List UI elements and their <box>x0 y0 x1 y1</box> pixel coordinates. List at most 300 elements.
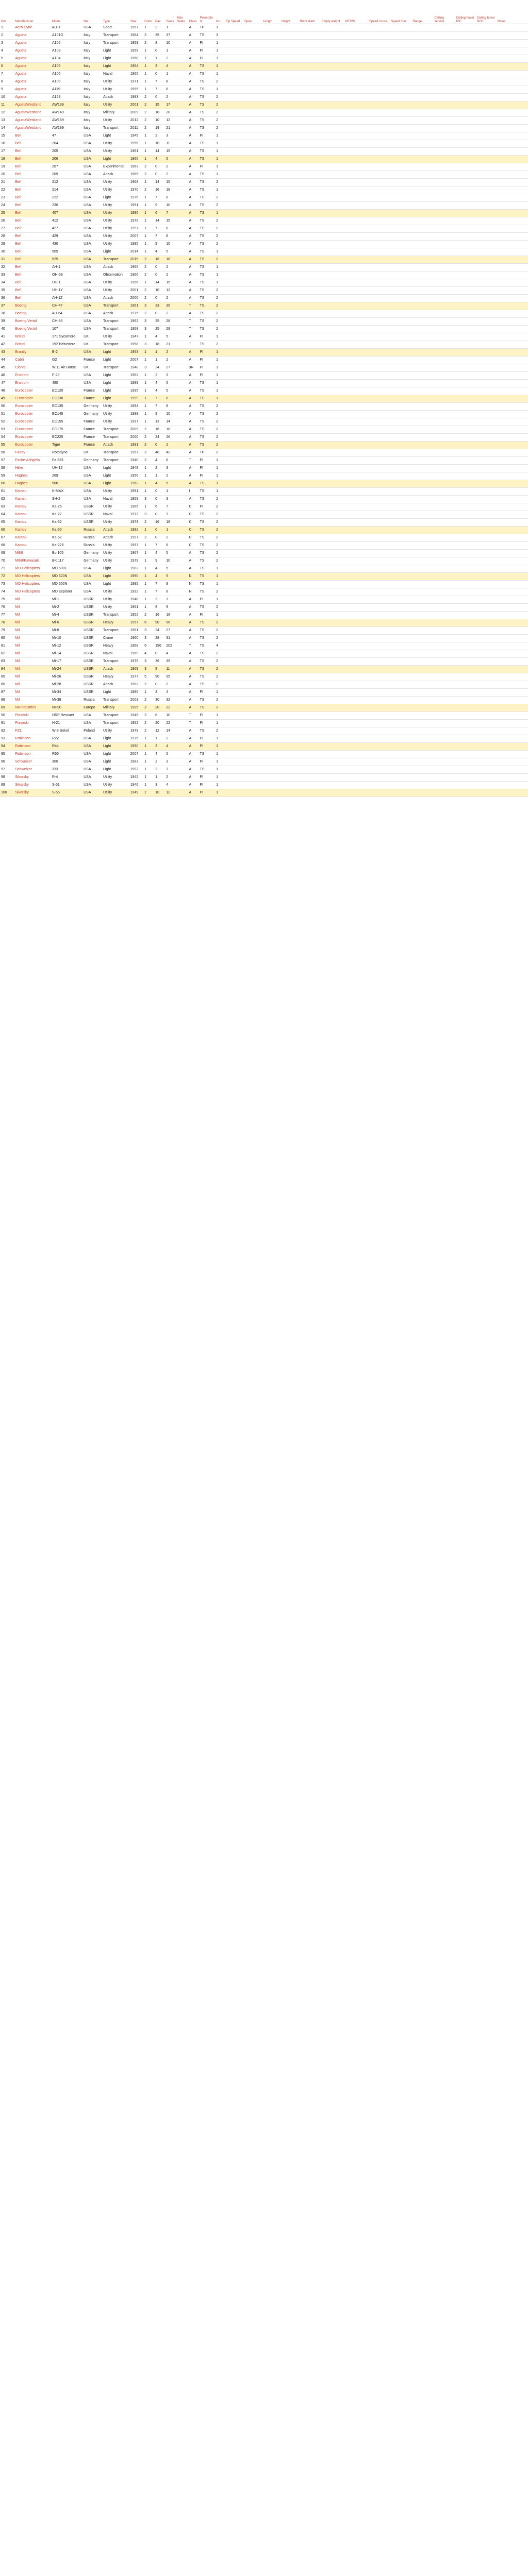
column-header[interactable]: No. <box>215 0 225 24</box>
table-cell <box>262 627 280 635</box>
table-cell <box>368 248 390 256</box>
table-cell: 83 <box>0 658 14 666</box>
table-cell: 79 <box>0 627 14 635</box>
table-cell: Kamov <box>14 519 51 527</box>
table-cell <box>225 55 243 63</box>
table-cell <box>455 63 476 71</box>
table-cell: 42 <box>0 341 14 349</box>
table-cell <box>299 434 320 442</box>
table-row[interactable] <box>0 604 528 612</box>
table-cell: A <box>188 163 199 171</box>
table-cell: A <box>188 403 199 411</box>
table-cell <box>497 449 528 457</box>
table-row[interactable] <box>0 156 528 163</box>
table-cell <box>434 697 455 704</box>
column-header[interactable]: Ceiling service <box>434 0 455 24</box>
table-cell <box>411 727 433 735</box>
table-cell: 2 <box>215 101 225 109</box>
column-header[interactable]: Model <box>51 0 82 24</box>
table-cell: 1 <box>215 140 225 148</box>
table-row[interactable] <box>0 449 528 457</box>
table-cell: 2 <box>143 681 154 689</box>
table-cell: 60 <box>0 480 14 488</box>
table-row[interactable] <box>0 658 528 666</box>
table-cell: UH-1Y <box>51 287 82 295</box>
table-row[interactable] <box>0 666 528 673</box>
table-cell <box>390 774 411 782</box>
table-cell <box>344 140 368 148</box>
table-row[interactable] <box>0 148 528 156</box>
table-cell <box>280 534 299 542</box>
table-cell: T <box>188 326 199 333</box>
table-row[interactable] <box>0 47 528 55</box>
table-cell <box>411 148 433 156</box>
table-cell: 207 <box>51 163 82 171</box>
column-header[interactable]: Pos <box>0 0 14 24</box>
table-cell <box>411 248 433 256</box>
table-cell: 2 <box>215 449 225 457</box>
table-row[interactable] <box>0 619 528 627</box>
column-header[interactable]: Speed max <box>390 0 411 24</box>
table-cell <box>243 704 262 712</box>
table-cell <box>344 333 368 341</box>
table-cell <box>344 689 368 697</box>
column-header[interactable]: Empty weight <box>320 0 344 24</box>
table-row[interactable] <box>0 349 528 357</box>
table-row[interactable] <box>0 766 528 774</box>
table-cell <box>262 233 280 241</box>
table-cell <box>411 202 433 210</box>
table-row[interactable] <box>0 55 528 63</box>
table-row[interactable] <box>0 318 528 326</box>
table-cell: USA <box>82 233 102 241</box>
table-cell: 14 <box>154 148 165 156</box>
table-row[interactable] <box>0 642 528 650</box>
table-cell: Agusta <box>14 71 51 78</box>
table-cell <box>497 627 528 635</box>
table-row[interactable] <box>0 542 528 550</box>
table-cell: 65 <box>0 519 14 527</box>
table-row[interactable] <box>0 256 528 264</box>
table-row[interactable] <box>0 94 528 101</box>
table-row[interactable] <box>0 403 528 411</box>
table-cell <box>299 751 320 758</box>
table-row[interactable] <box>0 411 528 418</box>
table-cell <box>344 673 368 681</box>
table-cell <box>262 24 280 32</box>
table-cell: USA <box>82 565 102 573</box>
table-cell: Boeing Vertol <box>14 326 51 333</box>
table-row[interactable] <box>0 581 528 588</box>
table-cell: PI <box>199 782 216 789</box>
table-cell <box>176 735 188 743</box>
table-cell <box>476 179 497 187</box>
table-cell <box>243 766 262 774</box>
table-row[interactable] <box>0 264 528 272</box>
table-cell: 1952 <box>129 612 143 619</box>
table-row[interactable] <box>0 171 528 179</box>
column-header[interactable]: Type <box>102 0 129 24</box>
table-cell <box>455 47 476 55</box>
table-cell: 2 <box>215 310 225 318</box>
table-cell <box>368 735 390 743</box>
table-row[interactable] <box>0 380 528 387</box>
table-row[interactable] <box>0 295 528 302</box>
table-row[interactable] <box>0 86 528 94</box>
table-row[interactable] <box>0 225 528 233</box>
table-row[interactable] <box>0 71 528 78</box>
table-cell <box>344 47 368 55</box>
table-row[interactable] <box>0 758 528 766</box>
table-cell: A <box>188 357 199 364</box>
table-cell <box>455 40 476 47</box>
table-row[interactable] <box>0 588 528 596</box>
table-cell <box>476 287 497 295</box>
table-row[interactable] <box>0 782 528 789</box>
table-row[interactable] <box>0 465 528 472</box>
table-row[interactable] <box>0 32 528 40</box>
table-row[interactable] <box>0 217 528 225</box>
table-row[interactable] <box>0 357 528 364</box>
column-header[interactable]: Class <box>188 0 199 24</box>
table-row[interactable] <box>0 140 528 148</box>
table-cell <box>455 32 476 40</box>
table-cell: Utility <box>102 140 129 148</box>
table-row[interactable] <box>0 511 528 519</box>
table-row[interactable] <box>0 287 528 295</box>
table-cell <box>390 666 411 673</box>
table-cell <box>497 32 528 40</box>
table-cell <box>176 720 188 727</box>
table-row[interactable] <box>0 179 528 187</box>
table-cell: 22 <box>165 704 176 712</box>
table-cell: USSR <box>82 666 102 673</box>
table-cell: 8 <box>154 712 165 720</box>
table-row[interactable] <box>0 202 528 210</box>
table-row[interactable] <box>0 565 528 573</box>
table-row[interactable] <box>0 302 528 310</box>
table-row[interactable] <box>0 272 528 279</box>
column-header[interactable]: Pax <box>154 0 165 24</box>
table-cell: 2 <box>215 418 225 426</box>
table-row[interactable] <box>0 704 528 712</box>
table-row[interactable] <box>0 596 528 604</box>
table-cell: 1991 <box>129 202 143 210</box>
table-cell <box>176 581 188 588</box>
table-cell: PI <box>199 47 216 55</box>
table-cell <box>390 341 411 349</box>
table-cell: Heavy <box>102 673 129 681</box>
table-row[interactable] <box>0 233 528 241</box>
table-cell: C <box>188 527 199 534</box>
table-cell <box>320 171 344 179</box>
table-cell <box>225 272 243 279</box>
table-cell <box>225 47 243 55</box>
column-header[interactable]: Rotor diam <box>299 0 320 24</box>
table-row[interactable] <box>0 117 528 125</box>
table-cell <box>225 650 243 658</box>
table-cell <box>243 511 262 519</box>
table-cell <box>434 480 455 488</box>
table-cell: 51 <box>0 411 14 418</box>
table-cell: Transport <box>102 697 129 704</box>
table-cell: 2 <box>215 241 225 248</box>
table-cell: A <box>188 233 199 241</box>
table-cell: A <box>188 704 199 712</box>
table-cell <box>476 248 497 256</box>
table-cell <box>434 24 455 32</box>
table-cell <box>411 310 433 318</box>
table-cell <box>280 573 299 581</box>
table-row[interactable] <box>0 573 528 581</box>
table-cell: 1 <box>215 766 225 774</box>
table-row[interactable] <box>0 434 528 442</box>
table-row[interactable] <box>0 727 528 735</box>
table-cell: TP <box>199 449 216 457</box>
table-cell: PI <box>199 40 216 47</box>
table-cell: 1946 <box>129 782 143 789</box>
table-cell: Italy <box>82 101 102 109</box>
table-cell <box>262 619 280 627</box>
column-header[interactable]: Ceiling hover OGE <box>476 0 497 24</box>
table-cell: 2 <box>215 295 225 302</box>
table-cell <box>299 627 320 635</box>
column-header[interactable]: Span <box>243 0 262 24</box>
table-row[interactable] <box>0 426 528 434</box>
table-cell <box>344 550 368 557</box>
table-row[interactable] <box>0 503 528 511</box>
table-row[interactable] <box>0 78 528 86</box>
table-row[interactable] <box>0 132 528 140</box>
table-cell: Bell <box>14 264 51 272</box>
table-row[interactable] <box>0 789 528 797</box>
table-row[interactable] <box>0 109 528 117</box>
table-cell: AgustaWestland <box>14 125 51 132</box>
table-row[interactable] <box>0 310 528 318</box>
table-row[interactable] <box>0 627 528 635</box>
table-cell <box>497 233 528 241</box>
table-row[interactable] <box>0 40 528 47</box>
table-row[interactable] <box>0 187 528 194</box>
table-cell <box>476 411 497 418</box>
table-cell <box>176 488 188 496</box>
column-header[interactable]: Length <box>262 0 280 24</box>
table-cell <box>299 426 320 434</box>
table-cell <box>225 789 243 797</box>
table-row[interactable] <box>0 333 528 341</box>
column-header[interactable]: Nat <box>82 0 102 24</box>
table-cell <box>390 704 411 712</box>
table-cell <box>176 117 188 125</box>
table-cell <box>299 673 320 681</box>
table-cell: A <box>188 272 199 279</box>
table-row[interactable] <box>0 635 528 642</box>
table-cell <box>262 86 280 94</box>
table-cell: 7 <box>154 542 165 550</box>
table-cell: 1 <box>215 782 225 789</box>
table-cell: 1 <box>215 279 225 287</box>
table-cell <box>299 588 320 596</box>
table-cell: Bell <box>14 163 51 171</box>
table-cell <box>368 179 390 187</box>
table-row[interactable] <box>0 774 528 782</box>
table-row[interactable] <box>0 372 528 380</box>
table-cell <box>368 233 390 241</box>
table-row[interactable] <box>0 341 528 349</box>
table-cell: 40 <box>154 449 165 457</box>
table-cell <box>299 187 320 194</box>
table-row[interactable] <box>0 480 528 488</box>
table-row[interactable] <box>0 496 528 503</box>
table-cell <box>176 148 188 156</box>
column-header[interactable]: Notes <box>497 0 528 24</box>
table-row[interactable] <box>0 387 528 395</box>
table-cell <box>497 673 528 681</box>
table-cell <box>497 163 528 171</box>
column-header[interactable]: Crew <box>143 0 154 24</box>
table-row[interactable] <box>0 472 528 480</box>
column-header[interactable]: Speed cruise <box>368 0 390 24</box>
table-cell: 47 <box>0 380 14 387</box>
column-header[interactable]: Powerplant <box>199 0 216 24</box>
table-cell <box>368 635 390 642</box>
table-row[interactable] <box>0 681 528 689</box>
table-cell <box>455 264 476 272</box>
table-cell: 54 <box>0 434 14 442</box>
table-row[interactable] <box>0 697 528 704</box>
column-header[interactable]: Year <box>129 0 143 24</box>
table-cell <box>368 349 390 357</box>
table-row[interactable] <box>0 248 528 256</box>
table-cell <box>476 727 497 735</box>
table-cell <box>368 125 390 132</box>
table-cell <box>243 658 262 666</box>
table-row[interactable] <box>0 395 528 403</box>
table-row[interactable] <box>0 194 528 202</box>
table-cell: Mil <box>14 666 51 673</box>
table-cell: 480 <box>51 380 82 387</box>
column-header[interactable]: MTOW <box>344 0 368 24</box>
table-cell <box>455 387 476 395</box>
table-row[interactable] <box>0 457 528 465</box>
table-row[interactable] <box>0 101 528 109</box>
table-cell: 2 <box>154 596 165 604</box>
table-cell: Sikorsky <box>14 782 51 789</box>
column-header[interactable]: Seats <box>165 0 176 24</box>
table-row[interactable] <box>0 612 528 619</box>
table-cell: 23 <box>0 194 14 202</box>
table-row[interactable] <box>0 712 528 720</box>
table-cell: 1 <box>143 194 154 202</box>
table-cell: Bo 105 <box>51 550 82 557</box>
table-cell <box>225 766 243 774</box>
table-row[interactable] <box>0 751 528 758</box>
table-cell: 37 <box>165 32 176 40</box>
table-cell: A <box>188 202 199 210</box>
table-cell: USSR <box>82 635 102 642</box>
column-header[interactable]: Manufacturer <box>14 0 51 24</box>
table-cell <box>320 449 344 457</box>
table-row[interactable] <box>0 210 528 217</box>
table-cell <box>176 187 188 194</box>
table-cell: T <box>188 720 199 727</box>
column-header[interactable]: Range <box>411 0 433 24</box>
table-cell <box>368 395 390 403</box>
table-row[interactable] <box>0 527 528 534</box>
table-cell: Attack <box>102 94 129 101</box>
table-cell <box>262 681 280 689</box>
table-row[interactable] <box>0 418 528 426</box>
table-cell <box>320 225 344 233</box>
column-header[interactable]: Height <box>280 0 299 24</box>
table-row[interactable] <box>0 534 528 542</box>
table-cell <box>455 758 476 766</box>
table-cell: 171 Sycamore <box>51 333 82 341</box>
table-cell <box>390 101 411 109</box>
table-cell <box>320 248 344 256</box>
column-header[interactable]: Max Seats <box>176 0 188 24</box>
table-cell <box>497 156 528 163</box>
table-row[interactable] <box>0 125 528 132</box>
table-cell: 2 <box>143 40 154 47</box>
table-row[interactable] <box>0 241 528 248</box>
table-cell: 2 <box>143 310 154 318</box>
table-cell: 18 <box>165 612 176 619</box>
table-row[interactable] <box>0 673 528 681</box>
table-cell <box>411 395 433 403</box>
table-row[interactable] <box>0 163 528 171</box>
table-cell <box>243 233 262 241</box>
table-cell: 95 <box>165 673 176 681</box>
table-row[interactable] <box>0 720 528 727</box>
table-row[interactable] <box>0 326 528 333</box>
table-row[interactable] <box>0 488 528 496</box>
table-cell <box>368 372 390 380</box>
table-cell: A <box>188 333 199 341</box>
table-row[interactable] <box>0 24 528 32</box>
table-row[interactable] <box>0 689 528 697</box>
table-cell: 7 <box>165 503 176 511</box>
table-cell <box>497 248 528 256</box>
table-row[interactable] <box>0 279 528 287</box>
table-cell <box>262 782 280 789</box>
table-row[interactable] <box>0 364 528 372</box>
table-row[interactable] <box>0 650 528 658</box>
table-row[interactable] <box>0 63 528 71</box>
table-cell <box>455 341 476 349</box>
table-cell: USSR <box>82 619 102 627</box>
table-row[interactable] <box>0 557 528 565</box>
table-cell <box>243 449 262 457</box>
column-header[interactable]: Ceiling hover IGE <box>455 0 476 24</box>
column-header[interactable]: Tip Speed <box>225 0 243 24</box>
table-row[interactable] <box>0 442 528 449</box>
table-cell <box>280 380 299 387</box>
table-cell <box>368 78 390 86</box>
table-cell <box>344 488 368 496</box>
table-cell <box>299 565 320 573</box>
table-cell <box>225 372 243 380</box>
table-row[interactable] <box>0 735 528 743</box>
table-row[interactable] <box>0 550 528 557</box>
table-row[interactable] <box>0 743 528 751</box>
table-cell <box>411 272 433 279</box>
table-cell: Transport <box>102 426 129 434</box>
table-cell <box>243 279 262 287</box>
table-cell: 59 <box>0 472 14 480</box>
table-row[interactable] <box>0 519 528 527</box>
table-cell: TS <box>199 179 216 187</box>
